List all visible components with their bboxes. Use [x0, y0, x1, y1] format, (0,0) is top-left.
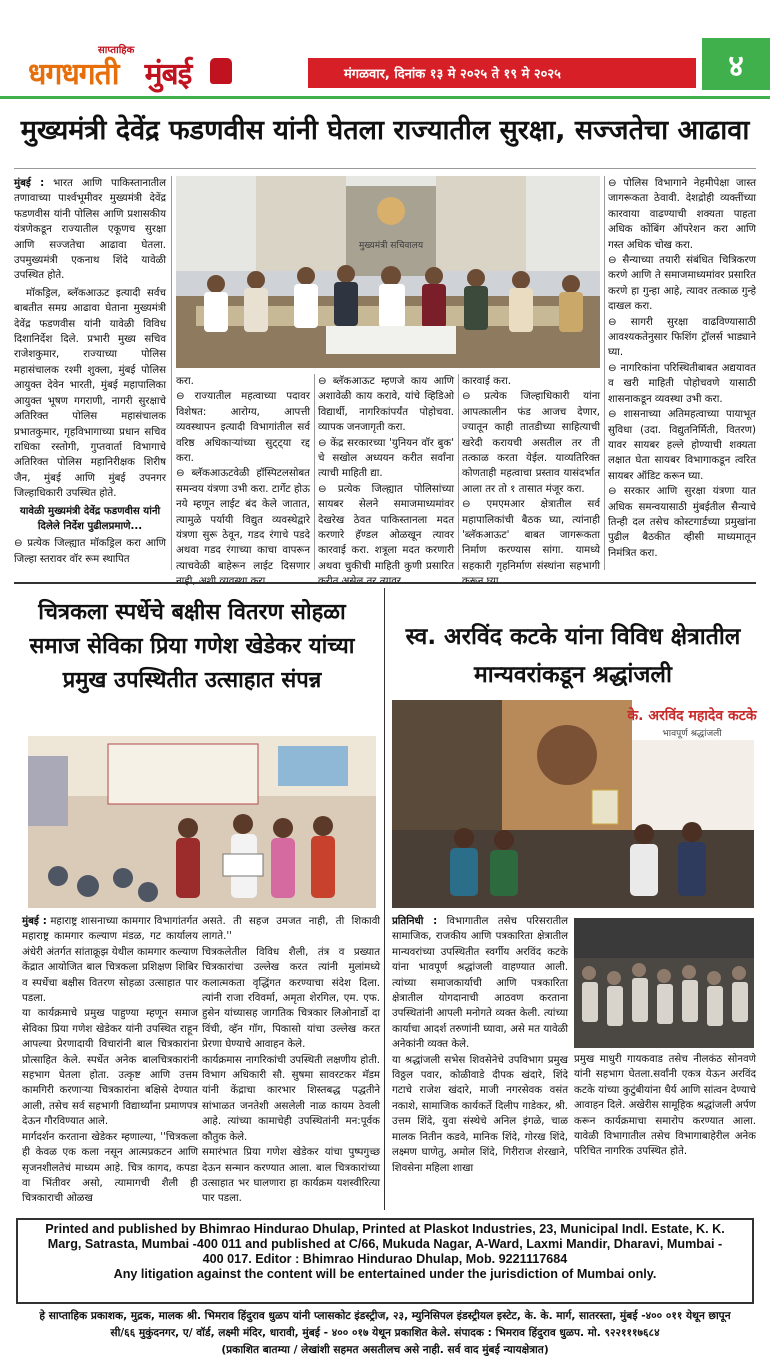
logo-weekly-label: साप्ताहिक [98, 45, 135, 56]
column-rule [384, 588, 385, 1210]
meeting-photo [176, 176, 600, 368]
article2-column-2 [202, 914, 380, 1210]
dateline: प्रतिनिधी : [392, 916, 438, 927]
imprint-line-marathi: सी/६६ मुकुंदनगर, ए/ वॉर्ड, लक्ष्मी मंदिर, धारावी, मुंबई - ४०० ०१७ येथून प्रकाशित केले. संपादक : भिमराव हिंदुराव धुळप. मो. ९२२१११७६८४ [110, 1327, 660, 1339]
paragraph: प्रमुख माधुरी गायकवाड तसेच नीलकंठ सोनवणे यांनी सहभाग घेतला.सर्वांनी एकत्र येऊन अरविंद कटके यांच्या कुटुंबीयांना धैर्य आणि सांत्वन देण्याचे आवाहन दिले. अखेरीस सामूहिक श्रद्धांजली अर्पण करून कार्यक्रमाचा समारोप करण्यात आला. यावेळी विभागातील तसेच विभागाबाहेरील अनेक परिचित नागरिक उपस्थित होते. [574, 1054, 756, 1158]
subheading: यावेळी मुख्यमंत्री देवेंद्र फडणवीस यांनी दिलेले निर्देश पुढीलप्रमाणे... [19, 505, 161, 532]
article1-column-5 [608, 176, 756, 570]
paragraph: ⊖ प्रत्येक जिल्ह्यात मॉकड्रिल करा आणि जिल्हा स्तरावर वॉर रूम स्थापित [14, 538, 166, 565]
article1-column-3 [318, 374, 454, 570]
newspaper-logo [28, 42, 298, 96]
article3-column-2 [574, 1052, 756, 1210]
issue-date-band: मंगळवार, दिनांक १३ मे २०२५ ते १९ मे २०२५ [308, 58, 696, 88]
article1-column-2 [176, 374, 310, 570]
article3-headline [390, 618, 756, 694]
logo-text-dhagdhagati: धगधगती [28, 57, 119, 92]
article1-column-1 [14, 176, 166, 570]
dateline: मुंबई : [22, 916, 47, 927]
paragraph: ⊖ पोलिस विभागाने नेहमीपेक्षा जास्त जागरूकता ठेवावी. देशद्रोही व्यक्तींच्या कारवाया वाढण्याची शक्यता पाहता अधिक कोंबिंग ऑपरेशन करा आणि गस्त अधिक चोख करा. ⊖ सैन्याच्या तयारी संबंधित चित्रिकरण करणे आणि ते समाजमाध्यमांवर प्रसारित करणे हा गुन्हा आहे, त्यावर तत्काळ गुन्हे दाखल करा. ⊖ सागरी सुरक्षा वाढविण्यासाठी आवश्यकतेनुसार फिशिंग ट्रॉलर्स भाड्याने घ्या. ⊖ नागरिकांना परिस्थितीबाबत अद्ययावत व खरी माहिती पोहोचवणे यासाठी शासनाकडून व्यवस्था उभी करा. ⊖ शासनाच्या अतिमहत्वाच्या पायाभूत सुविधा (उदा. विद्युतनिर्मिती, वितरण) यावर सायबर हल्ले होण्याची शक्यता लक्षात घेता सायबर विभागाकडून त्वरित सायबर ऑडिट करून घ्या. ⊖ सरकार आणि सुरक्षा यंत्रणा यात अधिक समन्वयासाठी मुंबईतील सैन्याचे तिन्ही दल तसेच कोस्टगार्डच्या प्रमुखांना पुढील बैठकीत व्हीसी माध्यमातून निमंत्रित करा. [608, 178, 756, 559]
column-rule [314, 374, 315, 570]
article2-headline-line-1: चित्रकला स्पर्धेचे बक्षीस वितरण सोहळा [38, 600, 346, 625]
article2-headline-line-2: समाज सेविका प्रिया गणेश खेडेकर यांच्या [29, 634, 355, 659]
photo-sign-text: मुख्यमंत्री सचिवालय [358, 241, 424, 251]
article3-column-1 [392, 914, 568, 1210]
article2-headline [14, 596, 370, 698]
imprint-line-marathi: हे साप्ताहिक प्रकाशक, मुद्रक, मालक श्री. भिमराव हिंदुराव धुळप यांनी प्लासकोट इंडस्ट्रीज, २३, म्युनिसिपल इंडस्ट्रीयल इस्टेट, के. के. मार्ग, सातरस्ता, मुंबई -४०० ०११ येथून छापून [39, 1310, 731, 1322]
imprint-box [16, 1218, 754, 1304]
banner-sub-text: भावपूर्ण श्रद्धांजली [662, 729, 722, 739]
paragraph: असते. ती सहज उमजत नाही, ती शिकावी लागते.'' चित्रकलेतील विविध शैली, तंत्र व प्रख्यात चित्रकारांचा उल्लेख करत त्यांनी मुलांमध्ये कलात्मकता वृद्धिंगत करण्याचा संदेश दिला. त्यांनी राजा रविवर्मा, अमृता शेरगिल, एम. एफ. हुसेन यांच्यासह जागतिक चित्रकार लिओनार्डो दा विंची, व्हॅन गॉग, पिकासो यांचा उल्लेख करत प्रेरणा घेण्याचे आवाहन केले. कार्यक्रमास नागरिकांची उपस्थिती लक्षणीय होती. विभाग अधिकारी सौ. सुषमा सावरटकर मॅडम यांनी केंद्राचा कारभार शिस्तबद्ध पद्धतीने सांभाळत जनतेशी असलेली नाळ कायम ठेवली आहे. त्यांच्या कामाचेही उपस्थितांनी मन:पूर्वक कौतुक केले. समारंभात प्रिया गणेश खेडेकर यांचा पुष्पगुच्छ देऊन सन्मान करण्यात आला. बाल चित्रकारांच्या उत्साहात भर घालणारा हा कार्यक्रम यशस्वीरित्या पार पडला. [202, 916, 380, 1205]
logo-text-mumbai: मुंबई [144, 57, 192, 92]
imprint-line: Marg, Satrasta, Mumbai -400 011 and published at C/66, Mukuda Nagar, A-Ward, Laxmi Mandir, Dharavi, Mumbai - [47, 1237, 723, 1251]
masthead [0, 0, 770, 100]
article3-headline-line-2: मान्यवरांकडून श्रद्धांजली [474, 662, 672, 688]
logo-title [28, 52, 191, 93]
jurisdiction-line: Any litigation against the content will be entertained under the jurisdiction of Mumbai only. [113, 1267, 657, 1281]
dateline: मुंबई : [14, 178, 45, 189]
paragraph: मॉकड्रिल, ब्लॅकआऊट इत्यादी सर्वच बाबतीत समग्र आढावा घेताना मुख्यमंत्री देवेंद्र फडणवीस यांनी यावेळी विविध दिशानिर्देश दिले. प्रभारी मुख्य सचिव राजेशकुमार, राज्याच्या पोलिस महासंचालक रश्मी शुक्ला, मुंबई पोलिस आयुक्त देवेन भारती, मुंबई महापालिका आयुक्त भूषण गगराणी, नागरी सुरक्षाचे अतिरिक्त पोलिस महासंचालक प्रभातकुमार, गृहविभागाच्या प्रधान सचिव राधिका रस्तोगी, गुप्तवार्ता विभागाचे अतिरिक्त पोलिस महानिरीक्षक शिरीष जैन, मुंबई आणि मुंबई उपनगर जिल्हाधिकारी उपस्थित होते. [14, 287, 166, 500]
imprint-marathi [16, 1308, 754, 1359]
paragraph: विभागातील तसेच परिसरातील सामाजिक, राजकीय आणि पत्रकारिता क्षेत्रातील मान्यवरांच्या उपस्थितीत स्वर्गीय अरविंद कटके यांना भावपूर्ण श्रद्धांजली वाहण्यात आली. त्यांच्या समाजकार्याची आणि पत्रकारिता क्षेत्रातील योगदानाची आठवण करताना उपस्थितांनी आपली मनोगते व्यक्त केली. त्यांच्या कार्याचा आदर्श तरुणांनी घ्यावा, असे मत यावेळी अनेकांनी व्यक्त केले. या श्रद्धांजली सभेस शिवसेनेचे उपविभाग प्रमुख विठ्ठल पवार, कोळीवाडे दीपक खंदारे, शिंदे गटाचे राजेश खंदारे, माजी नगरसेवक वसंत नकाशे, सामाजिक कार्यकर्ते दिलीप गाडेकर, श्री. उत्तम शिंदे, युवा संस्थेचे अनिल इंगळे, चाळ मालक नितीन कडवे, मानिक शिंदे, गोरख शिंदे, लक्ष्मण घाणेतु, अमोल शिंदे, गिरीराज शेरखाने, शिवसेना महिला शाखा [392, 916, 569, 1174]
article3-headline-line-1: स्व. अरविंद कटके यांना विविध क्षेत्रातील [405, 624, 741, 650]
article2-column-1 [22, 914, 198, 1210]
column-rule [171, 176, 172, 570]
fist-icon [210, 58, 232, 84]
article1-column-4 [462, 374, 600, 570]
gathering-photo [574, 918, 754, 1048]
paragraph: कारवाई करा. ⊖ प्रत्येक जिल्हाधिकारी यांना आपत्कालीन फंड आजच देणार, ज्यातून काही तातडीच्या साहित्याची खरेदी करायची असतील तर ती तत्काळ करता येईल. याव्यतिरिक्त कोणताही महत्वाचा प्रस्ताव यासंदर्भात आला तर तो १ तासात मंजूर करा. ⊖ एमएमआर क्षेत्रातील सर्व महापालिकांची बैठक घ्या, त्यांनाही 'ब्लॅकआऊट' बाबत जागरूकता निर्माण करण्यास सांगा. यामध्ये सहकारी गृहनिर्माण संस्थांना सहभागी [462, 376, 600, 572]
banner-name-text: के. अरविंद महादेव कटके [627, 708, 757, 724]
page-number: ४ [702, 38, 770, 90]
imprint-line: Printed and published by Bhimrao Hindurao Dhulap, Printed at Plaskot Industries, 23, Municipal Indl. Estate, K. K. [45, 1222, 725, 1236]
paragraph: करा. ⊖ राज्यातील महत्वाच्या पदावर विशेषत: आरोग्य, आपत्ती व्यवस्थापन इत्यादी विभागांतील सर्व वरिष्ठ अधिकाऱ्यांच्या सुट्ट्या रद्द करा. ⊖ ब्लॅकआऊटवेळी हॉस्पिटलसोबत समन्वय यंत्रणा उभी करा. टार्गेट होऊ नये म्हणून लाईट बंद केले जातात, त्यामुळे पर्यायी विद्युत व्यवस्थेद्वारे यंत्रणा सुरू ठेवून, गडद रंगाचे पडदे अथवा गडद रंगाच्या काचा वापरून त्याचवेळी बाहेरून लाईट दिसणार [176, 376, 310, 572]
column-rule [458, 374, 459, 570]
divider [14, 168, 756, 169]
tribute-photo [392, 700, 757, 908]
column-rule [604, 176, 605, 570]
disclaimer-line: (प्रकाशित बातम्या / लेखांशी सहमत असतीलच असे नाही. सर्व वाद मुंबई न्यायक्षेत्रात) [221, 1344, 549, 1356]
paragraph: महाराष्ट्र शासनाच्या कामगार विभागांतर्गत महाराष्ट्र कामगार कल्याण मंडळ, गट कार्यालय अंधेरी अंतर्गत सांताक्रूझ येथील कामगार कल्याण केंद्रात आयोजित बाल चित्रकला प्रशिक्षण शिबिर व स्पर्धेचा बक्षीस वितरण सोहळा उत्साहात पार पडला. या कार्यक्रमाचे प्रमुख पाहुण्या म्हणून समाज सेविका प्रिया गणेश खेडेकर यांनी उपस्थित राहून आपल्या प्रेरणादायी विचारांनी बाल चित्रकारांना प्रोत्साहित केले. स्पर्धेत अनेक बालचित्रकारांनी सहभाग घेतला होता. उत्कृष्ट आणि उत्तम कामगिरी करणाऱ्या चित्रकारांना बक्षिसे देण्यात आली, तसेच सर्व सहभागी विद्यार्थ्यांना प्रमाणपत्र देऊन गौरविण्यात आले. मार्गदर्शन करताना खेडेकर म्हणाल्या, ''चित्रकला ही केवळ एक कला नसून आत्मप्रकटन आणि सृजनशीलतेचं माध्यम आहे. चित्र कागद, कपडा वा भिंतीवर असो, त्यामागची शैली ही चित्रकाराची ओळख [22, 916, 198, 1205]
paragraph: भारत आणि पाकिस्तानातील तणावाच्या पार्श्वभूमीवर मुख्यमंत्री देवेंद्र फडणवीस यांनी पोलिस आणि प्रशासकीय यंत्रणेकडून राज्यातील एकूणच सुरक्षा आणि सज्जतेचा आढावा घेतला. उपमुख्यमंत्री एकनाथ शिंदे यावेळी उपस्थित होते. [14, 178, 166, 282]
award-ceremony-photo [28, 736, 376, 908]
article2-headline-line-3: प्रमुख उपस्थितीत उत्साहात संपन्न [62, 668, 322, 693]
article1-headline: मुख्यमंत्री देवेंद्र फडणवीस यांनी घेतला राज्यातील सुरक्षा, सज्जतेचा आढावा [20, 115, 750, 146]
masthead-rule [0, 96, 770, 99]
paragraph: ⊖ ब्लॅकआऊट म्हणजे काय आणि अशावेळी काय करावे, यांचे व्हिडिओ विद्यार्थी, नागरिकांपर्यंत पोहोचवा. व्यापक जनजागृती करा. ⊖ केंद्र सरकारच्या 'युनियन वॉर बुक' चे सखोल अध्ययन करीत सर्वांना त्याची माहिती द्या. ⊖ प्रत्येक जिल्ह्यात पोलिसांच्या सायबर सेलने समाजमाध्यमांवर देखरेख ठेवत पाकिस्तानला मदत करणारे हॅण्डल ओळखून त्यावर कारवाई करा. शत्रूला मदत करणारी अथवा चुकीची माहिती कुणी प्रसारित [318, 376, 454, 572]
imprint-line: 400 017. Editor : Bhimrao Hindurao Dhulap, Mob. 9221117684 [202, 1252, 568, 1266]
divider [14, 582, 756, 584]
